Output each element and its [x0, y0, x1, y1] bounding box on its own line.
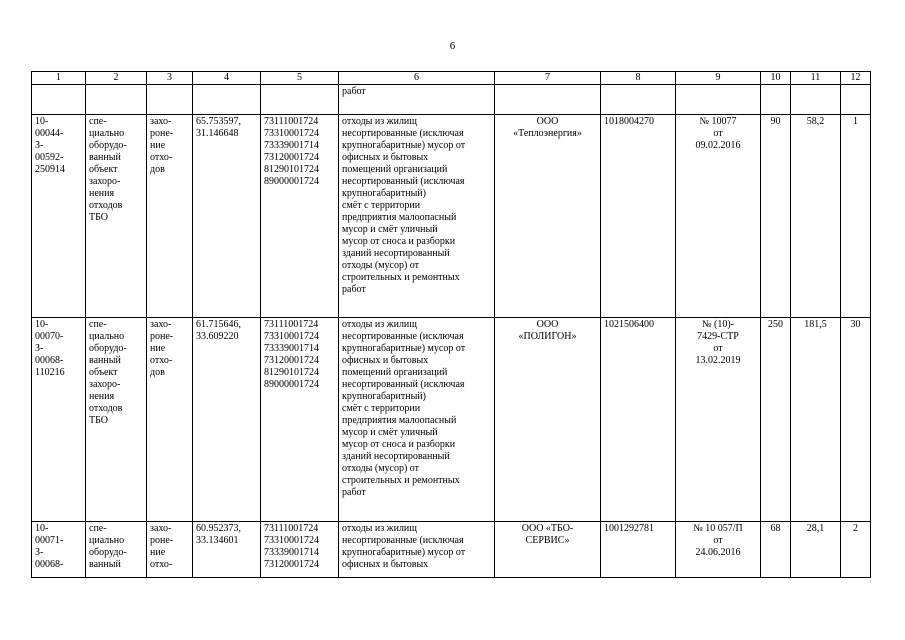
- coordinates: 60.952373, 33.134601: [193, 522, 261, 578]
- operator-inn: 1018004270: [601, 115, 676, 318]
- register-table: [31, 71, 871, 578]
- object-number: 10- 00070- З- 00068- 110216: [32, 318, 86, 522]
- document-reference: № 10077 от 09.02.2016: [676, 115, 761, 318]
- column-number: 6: [339, 72, 495, 85]
- coordinates: 61.715646, 33.609220: [193, 318, 261, 522]
- column-number: 4: [193, 72, 261, 85]
- object-type: спе- циально оборудо- ванный объект захоро- нения отходов ТБО: [86, 115, 147, 318]
- value-col11: 181,5: [791, 318, 841, 522]
- object-type: спе- циально оборудо- ванный: [86, 522, 147, 578]
- column-number: 3: [147, 72, 193, 85]
- waste-codes: 73111001724 73310001724 73339001714 73120001724 81290101724 89000001724: [261, 115, 339, 318]
- waste-codes: 73111001724 73310001724 73339001714 73120001724 81290101724 89000001724: [261, 318, 339, 522]
- waste-description: отходы из жилищ несортированные (исключая крупногабаритные) мусор от офисных и бытовых помещений организаций несортированный (исключая крупногабаритный) смёт с территории предприятия малоопасный мусор и смёт уличный мусор от сноса и разборки зданий несортированный отходы (мусор) от строительных и ремонтных работ: [339, 318, 495, 522]
- operator-name: ООО «Теплоэнергия»: [495, 115, 601, 318]
- column-number-row: [32, 72, 871, 85]
- column-number: 11: [791, 72, 841, 85]
- column-number: 7: [495, 72, 601, 85]
- waste-description: работ: [339, 85, 495, 115]
- value-col12: 30: [841, 318, 871, 522]
- value-col12: 2: [841, 522, 871, 578]
- value-col11: 28,1: [791, 522, 841, 578]
- document-reference: № (10)- 7429-СТР от 13.02.2019: [676, 318, 761, 522]
- column-number: 8: [601, 72, 676, 85]
- continuation-row: [32, 85, 871, 115]
- value-col10: 90: [761, 115, 791, 318]
- coordinates: 65.753597, 31.146648: [193, 115, 261, 318]
- object-purpose: захо- роне- ние отхо- дов: [147, 318, 193, 522]
- waste-codes: 73111001724 73310001724 73339001714 73120001724: [261, 522, 339, 578]
- value-col10: 250: [761, 318, 791, 522]
- column-number: 1: [32, 72, 86, 85]
- operator-name: ООО «ПОЛИГОН»: [495, 318, 601, 522]
- page-number: 6: [449, 40, 456, 52]
- column-number: 10: [761, 72, 791, 85]
- waste-description: отходы из жилищ несортированные (исключая крупногабаритные) мусор от офисных и бытовых помещений организаций несортированный (исключая крупногабаритный) смёт с территории предприятия малоопасный мусор и смёт уличный мусор от сноса и разборки зданий несортированный отходы (мусор) от строительных и ремонтных работ: [339, 115, 495, 318]
- object-purpose: захо- роне- ние отхо- дов: [147, 115, 193, 318]
- column-number: 9: [676, 72, 761, 85]
- object-number: 10- 00071- З- 00068-: [32, 522, 86, 578]
- document-reference: № 10 057/П от 24.06.2016: [676, 522, 761, 578]
- value-col10: 68: [761, 522, 791, 578]
- table-row: [32, 115, 871, 318]
- operator-name: ООО «ТБО- СЕРВИС»: [495, 522, 601, 578]
- operator-inn: 1001292781: [601, 522, 676, 578]
- object-purpose: захо- роне- ние отхо-: [147, 522, 193, 578]
- operator-inn: 1021506400: [601, 318, 676, 522]
- column-number: 12: [841, 72, 871, 85]
- table-row: [32, 318, 871, 522]
- object-type: спе- циально оборудо- ванный объект захоро- нения отходов ТБО: [86, 318, 147, 522]
- column-number: 2: [86, 72, 147, 85]
- waste-description: отходы из жилищ несортированные (исключая крупногабаритные) мусор от офисных и бытовых: [339, 522, 495, 578]
- column-number: 5: [261, 72, 339, 85]
- table-row: [32, 522, 871, 578]
- value-col12: 1: [841, 115, 871, 318]
- value-col11: 58,2: [791, 115, 841, 318]
- object-number: 10- 00044- З- 00592- 250914: [32, 115, 86, 318]
